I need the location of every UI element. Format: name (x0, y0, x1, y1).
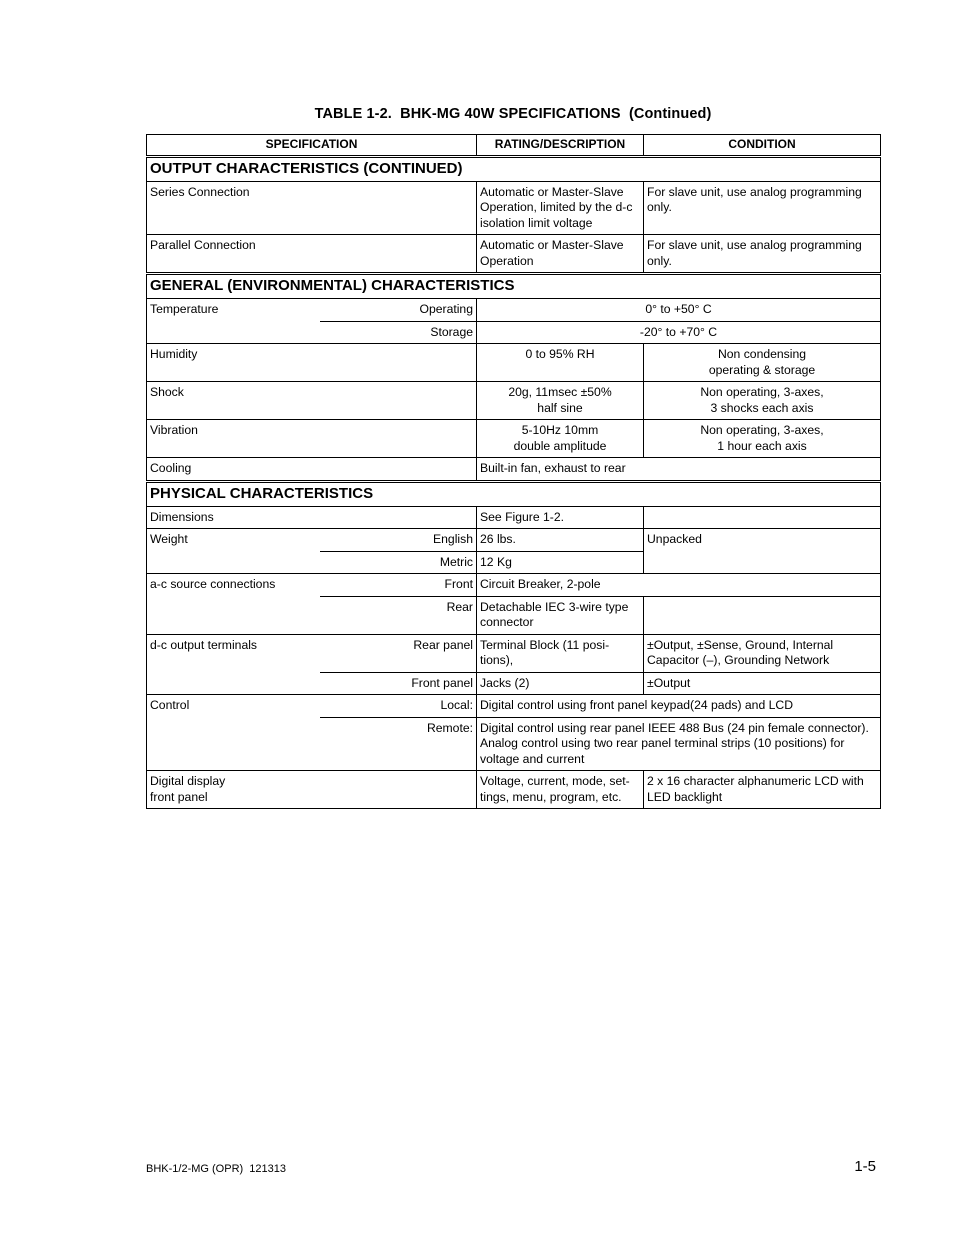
spec-cell: Parallel Connection (147, 235, 477, 274)
spec-cell: Weight (147, 529, 320, 574)
condition-line: operating & storage (708, 362, 816, 377)
header-condition: CONDITION (644, 135, 881, 157)
spec-line: front panel (150, 789, 208, 804)
table-row (147, 181, 881, 235)
condition-line: Non operating, 3-axes, (700, 385, 824, 399)
section-general: GENERAL (ENVIRONMENTAL) CHARACTERISTICS (147, 274, 881, 299)
table-row (147, 235, 881, 274)
table-row (147, 695, 881, 718)
rating-line: 5-10Hz 10mm (521, 423, 599, 437)
condition-line: Non operating, 3-axes, (700, 423, 824, 437)
table-number: TABLE 1-2. (314, 106, 392, 122)
rating-cell: Digital control using front panel keypad(24 pads) and LCD (477, 695, 881, 718)
sub-spec-cell: Storage (320, 321, 477, 344)
spec-cell: Dimensions (147, 506, 477, 529)
rating-line: Voltage, current, mode, set- (480, 774, 630, 788)
condition-cell (644, 382, 881, 420)
condition-cell (644, 596, 881, 634)
table-row (147, 506, 881, 529)
sub-spec-cell: Operating (320, 299, 477, 322)
specifications-table (146, 134, 881, 809)
spec-cell: Temperature (147, 299, 320, 344)
sub-spec-cell: Rear panel (320, 634, 477, 672)
rating-line: 20g, 11msec ±50% (508, 385, 612, 399)
spec-cell: Shock (147, 382, 477, 420)
sub-spec-cell: Front panel (320, 672, 477, 695)
sub-spec-cell: Remote: (320, 717, 477, 771)
page-number: 1-5 (854, 1158, 876, 1175)
table-row (147, 574, 881, 597)
rating-line: half sine (537, 400, 583, 415)
header-specification: SPECIFICATION (147, 135, 477, 157)
spec-cell: Cooling (147, 458, 477, 482)
rating-line: Terminal Block (11 posi- (480, 637, 610, 652)
rating-cell: Detachable IEC 3-wire type connector (477, 596, 644, 634)
table-row (147, 382, 881, 420)
rating-cell: Automatic or Master-Slave Operation, limited by the d-c isolation limit voltage (477, 181, 644, 235)
table-row (147, 458, 881, 482)
condition-line: 1 hour each axis (717, 438, 807, 453)
spec-cell (147, 771, 477, 809)
table-row (147, 420, 881, 458)
rating-cell: Automatic or Master-Slave Operation (477, 235, 644, 274)
section-physical: PHYSICAL CHARACTERISTICS (147, 481, 881, 506)
condition-cell: For slave unit, use analog programming only. (644, 235, 881, 274)
condition-cell: Unpacked (644, 529, 881, 574)
rating-cell (477, 771, 644, 809)
rating-line: tions), (480, 653, 514, 667)
document-id: BHK-1/2-MG (OPR) 121313 (146, 1163, 286, 1175)
rating-cell: 12 Kg (477, 551, 644, 574)
condition-line: 3 shocks each axis (710, 400, 814, 415)
condition-cell: ±Output, ±Sense, Ground, Internal Capacitor (–), Grounding Network (644, 634, 881, 672)
section-row (147, 481, 881, 506)
rating-cell: 0 to 95% RH (477, 344, 644, 382)
sub-spec-cell: Front (320, 574, 477, 597)
rating-cell: Digital control using rear panel IEEE 488 Bus (24 pin female connector). Analog control using two rear panel terminal strips (10 positions) for voltage and current (477, 717, 881, 771)
condition-cell (644, 344, 881, 382)
header-row (147, 135, 881, 157)
condition-cell (644, 420, 881, 458)
table-row (147, 634, 881, 672)
spec-cell: d-c output terminals (147, 634, 320, 695)
condition-cell: 2 x 16 character alphanumeric LCD with LED backlight (644, 771, 881, 809)
rating-cell (477, 634, 644, 672)
table-title (146, 106, 880, 122)
condition-cell: For slave unit, use analog programming only. (644, 181, 881, 235)
sub-spec-cell: Rear (320, 596, 477, 634)
rating-line: double amplitude (513, 438, 607, 453)
table-row (147, 529, 881, 552)
sub-spec-cell: Local: (320, 695, 477, 718)
spec-cell: Vibration (147, 420, 477, 458)
table-row (147, 344, 881, 382)
section-row (147, 274, 881, 299)
sub-spec-cell: English (320, 529, 477, 552)
spec-cell: Series Connection (147, 181, 477, 235)
header-rating: RATING/DESCRIPTION (477, 135, 644, 157)
section-output: OUTPUT CHARACTERISTICS (CONTINUED) (147, 156, 881, 181)
spec-cell: Control (147, 695, 320, 771)
table-row (147, 299, 881, 322)
spec-cell: Humidity (147, 344, 477, 382)
sub-spec-cell: Metric (320, 551, 477, 574)
rating-cell (477, 382, 644, 420)
rating-cell (477, 420, 644, 458)
rating-cell: Jacks (2) (477, 672, 644, 695)
value-cell: 0° to +50° C (477, 299, 881, 322)
rating-cell: 26 lbs. (477, 529, 644, 552)
rating-cell: Circuit Breaker, 2-pole (477, 574, 881, 597)
condition-cell (644, 506, 881, 529)
table-row (147, 771, 881, 809)
table-caption: BHK-MG 40W SPECIFICATIONS (Continued) (400, 106, 712, 122)
condition-line: Non condensing (717, 347, 807, 361)
rating-cell: Built-in fan, exhaust to rear (477, 458, 881, 482)
spec-line: Digital display (150, 774, 226, 788)
value-cell: -20° to +70° C (477, 321, 881, 344)
rating-line: tings, menu, program, etc. (480, 789, 622, 804)
section-row (147, 156, 881, 181)
condition-cell: ±Output (644, 672, 881, 695)
spec-cell: a-c source connections (147, 574, 320, 635)
rating-cell: See Figure 1-2. (477, 506, 644, 529)
